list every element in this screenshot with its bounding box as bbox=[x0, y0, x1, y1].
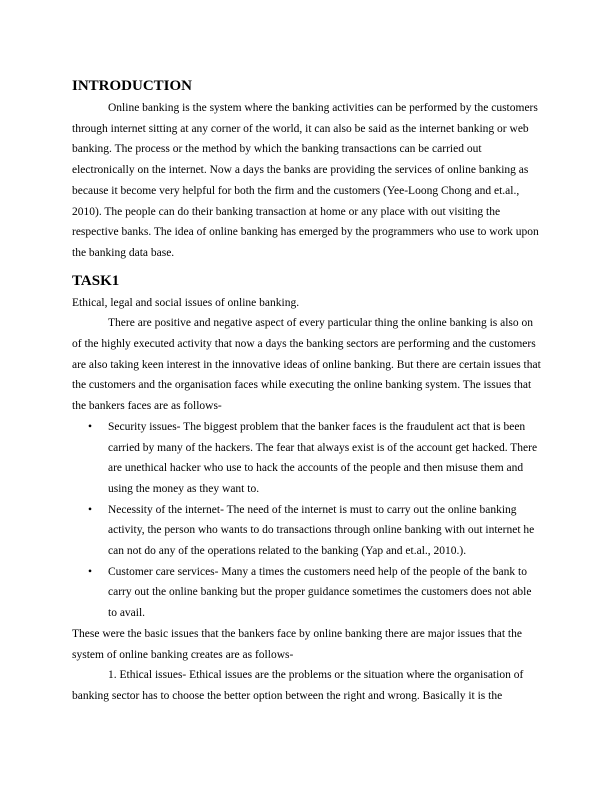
issues-bullet-list bbox=[72, 417, 541, 624]
introduction-heading: INTRODUCTION bbox=[72, 78, 193, 94]
task1-heading: TASK1 bbox=[72, 272, 120, 289]
bullet-icon: • bbox=[88, 503, 93, 516]
closing-paragraph: These were the basic issues that the bankers face by online banking there are major issues that the system of online banking creates are as follows- bbox=[72, 627, 522, 661]
bullet-text: Necessity of the internet- The need of the internet is must to carry out the online banking activity, the person who wants to do transactions through online banking with out internet he can not do any of the operations related to the banking (Yap and et.al., 2010.). bbox=[108, 503, 535, 558]
bullet-text: Customer care services- Many a times the customers need help of the people of the bank to carry out the online banking but the proper guidance sometimes the customers does not able to avail. bbox=[108, 565, 532, 620]
task1-paragraph: There are positive and negative aspect of every particular thing the online banking is also on of the highly executed activity that now a days the banking sectors are performing and the customers are also taking keen interest in the innovative ideas of online banking. But there are certain issues that the customers and the organisation faces while executing the online banking system. The issues that the bankers faces are as follows- bbox=[72, 317, 541, 413]
document-body bbox=[72, 76, 541, 707]
bullet-icon: • bbox=[88, 565, 93, 578]
bullet-item-security bbox=[72, 417, 541, 500]
ethical-issues-paragraph: 1. Ethical issues- Ethical issues are the problems or the situation where the organisation of banking sector has to choose the better option between the right and wrong. Basically it is the bbox=[72, 669, 524, 702]
introduction-paragraph: Online banking is the system where the banking activities can be performed by the customers through internet sitting at any corner of the world, it can also be said as the internet banking or web banking. The process or the method by which the banking transactions can be carried out electronically on the internet. Now a days the banks are providing the services of online banking as because it become very helpful for both the firm and the customers (Yee-Loong Chong and et.al., 2010). The people can do their banking transaction at home or any place with out visiting the respective banks. The idea of online banking has emerged by the programmers who use to work upon the banking data base. bbox=[72, 102, 539, 259]
bullet-text: Security issues- The biggest problem that the banker faces is the fraudulent act that is been carried by many of the hackers. The fear that always exist is of the account get hacked. There are unethical hacker who use to hack the accounts of the people and then misuse them and using the money as they want to. bbox=[108, 420, 538, 495]
bullet-icon: • bbox=[88, 420, 93, 433]
bullet-item-internet bbox=[72, 500, 541, 562]
bullet-item-customer-care bbox=[72, 562, 541, 624]
task1-subtitle: Ethical, legal and social issues of online banking. bbox=[72, 296, 300, 309]
